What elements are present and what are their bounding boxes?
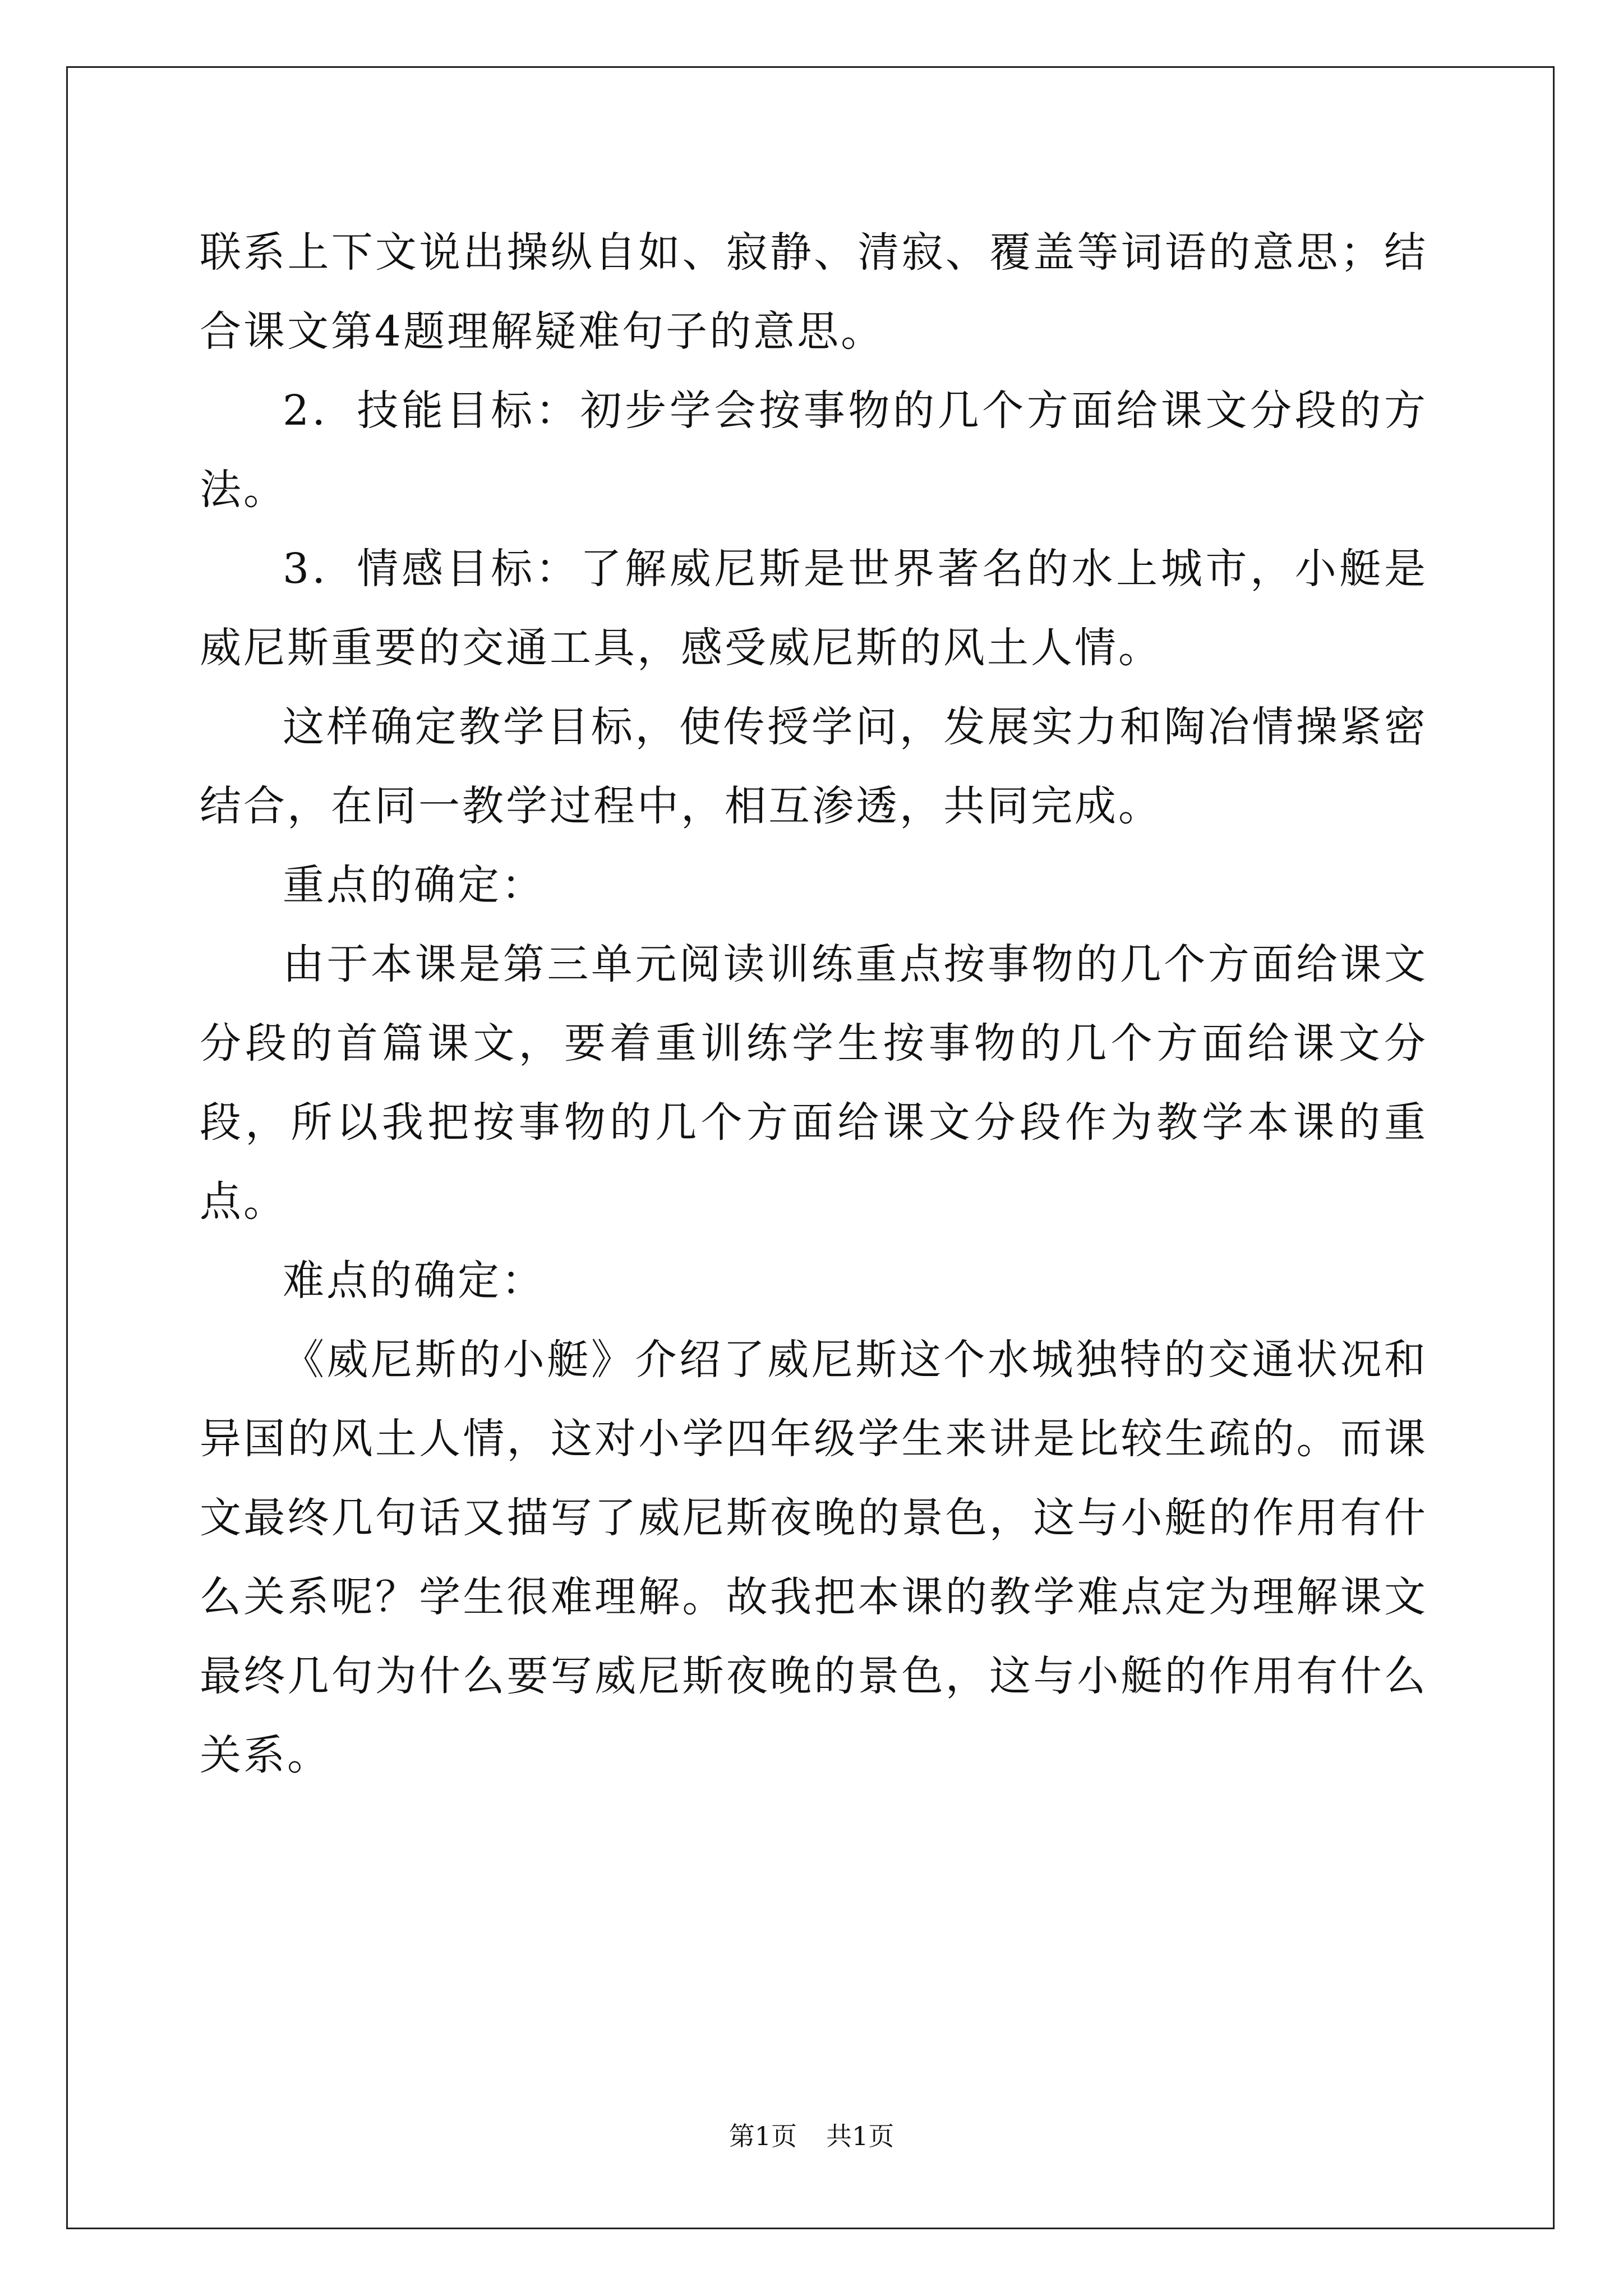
document-body [200,213,1428,1795]
paragraph: 由于本课是第三单元阅读训练重点按事物的几个方面给课文分段的首篇课文，要着重训练学生按事物的几个方面给课文分段，所以我把按事物的几个方面给课文分段作为教学本课的重点。 [200,940,1428,1226]
page-total: 共1页 [826,2121,895,2151]
page-number: 第1页 [728,2121,797,2151]
section-heading: 重点的确定： [283,861,545,909]
page-footer [0,2119,1623,2153]
paragraph: 2．技能目标：初步学会按事物的几个方面给课文分段的方法。 [200,386,1428,514]
paragraph: 联系上下文说出操纵自如、寂静、清寂、覆盖等词语的意思；结合课文第4题理解疑难句子的意思。 [200,228,1428,356]
section-heading: 难点的确定： [283,1257,545,1305]
paragraph: 《威尼斯的小艇》介绍了威尼斯这个水城独特的交通状况和异国的风土人情，这对小学四年级学生来讲是比较生疏的。而课文最终几句话又描写了威尼斯夜晚的景色，这与小艇的作用有什么关系呢？学生很难理解。故我把本课的教学难点定为理解课文最终几句为什么要写威尼斯夜晚的景色，这与小艇的作用有什么关系。 [200,1336,1428,1779]
paragraph: 3．情感目标：了解威尼斯是世界著名的水上城市，小艇是威尼斯重要的交通工具，感受威尼斯的风土人情。 [200,545,1428,672]
paragraph: 这样确定教学目标，使传授学问，发展实力和陶冶情操紧密结合，在同一教学过程中，相互渗透，共同完成。 [200,703,1428,830]
